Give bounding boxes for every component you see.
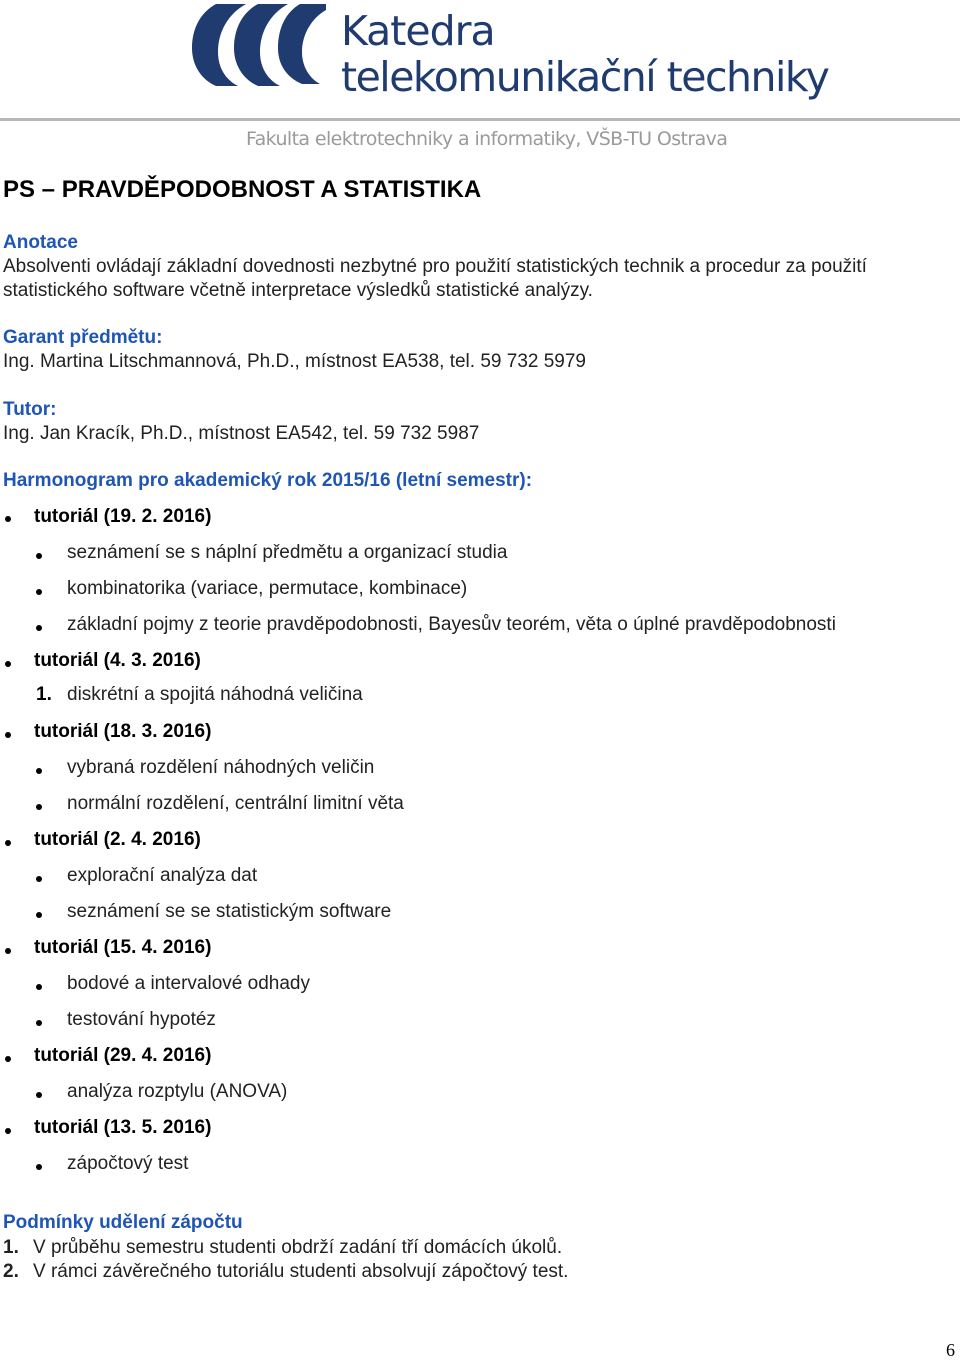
bullet-icon — [36, 768, 42, 774]
tutorial-item: normální rozdělení, centrální limitní věta — [67, 793, 404, 814]
tutorial-label-2: tutoriál (4. 3. 2016) — [34, 650, 201, 671]
tutorial-item: diskrétní a spojitá náhodná veličina — [67, 684, 363, 705]
condition-number-2: 2. — [3, 1261, 19, 1282]
tutorial-item: seznámení se s náplní předmětu a organizací studia — [67, 542, 508, 563]
bullet-icon — [36, 984, 42, 990]
bullet-icon — [5, 1056, 11, 1062]
bullet-icon — [5, 732, 11, 738]
tutorial-item: bodové a intervalové odhady — [67, 973, 310, 994]
page-number: 6 — [946, 1340, 955, 1360]
tutorial-item: vybraná rozdělení náhodných veličin — [67, 757, 375, 778]
condition-text-2: V rámci závěrečného tutoriálu studenti absolvují zápočtový test. — [33, 1261, 569, 1282]
bullet-icon — [36, 876, 42, 882]
tutor-heading: Tutor: — [3, 399, 57, 420]
bullet-icon — [36, 625, 42, 631]
tutorial-item: kombinatorika (variace, permutace, kombinace) — [67, 578, 468, 599]
tutor-text: Ing. Jan Kracík, Ph.D., místnost EA542, tel. 59 732 5987 — [3, 423, 480, 444]
tutorial-item: zápočtový test — [67, 1153, 189, 1174]
tutorial-label-7: tutoriál (13. 5. 2016) — [34, 1117, 212, 1138]
guarantor-text: Ing. Martina Litschmannová, Ph.D., místnost EA538, tel. 59 732 5979 — [3, 351, 586, 372]
bullet-icon — [36, 912, 42, 918]
bullet-icon — [5, 1128, 11, 1134]
faculty-name: Fakulta elektrotechniky a informatiky, VŠB-TU Ostrava — [246, 128, 728, 150]
numbered-marker: 1. — [36, 684, 52, 705]
bullet-icon — [5, 516, 11, 522]
annotation-heading: Anotace — [3, 232, 78, 253]
schedule-heading: Harmonogram pro akademický rok 2015/16 (letní semestr): — [3, 470, 533, 491]
tutorial-label-5: tutoriál (15. 4. 2016) — [34, 937, 212, 958]
conditions-heading: Podmínky udělení zápočtu — [3, 1212, 243, 1233]
tutorial-item: explorační analýza dat — [67, 865, 258, 886]
condition-text-1: V průběhu semestru studenti obdrží zadání tří domácích úkolů. — [33, 1237, 563, 1258]
header-divider — [0, 118, 960, 121]
logo-text-department: telekomunikační techniky — [341, 53, 829, 101]
bullet-icon — [36, 1164, 42, 1170]
department-header — [0, 0, 960, 160]
tutorial-label-4: tutoriál (2. 4. 2016) — [34, 829, 201, 850]
tutorial-item: analýza rozptylu (ANOVA) — [67, 1081, 288, 1102]
annotation-line-1: Absolventi ovládají základní dovednosti nezbytné pro použití statistických technik a procedur za použití — [3, 256, 867, 277]
condition-number-1: 1. — [3, 1237, 19, 1258]
page-title: PS – PRAVDĚPODOBNOST A STATISTIKA — [3, 176, 482, 203]
bullet-icon — [5, 661, 11, 667]
tutorial-item: testování hypotéz — [67, 1009, 216, 1030]
bullet-icon — [36, 589, 42, 595]
tutorial-item: základní pojmy z teorie pravděpodobnosti, Bayesův teorém, věta o úplné pravděpodobnosti — [67, 614, 836, 635]
tutorial-label-6: tutoriál (29. 4. 2016) — [34, 1045, 212, 1066]
bullet-icon — [5, 948, 11, 954]
bullet-icon — [36, 804, 42, 810]
tutorial-label-3: tutoriál (18. 3. 2016) — [34, 721, 212, 742]
tutorial-item: seznámení se se statistickým software — [67, 901, 392, 922]
bullet-icon — [36, 1092, 42, 1098]
bullet-icon — [5, 840, 11, 846]
department-logo-icon — [186, 0, 326, 100]
logo-text-katedra: Katedra — [341, 7, 495, 55]
tutorial-label-1: tutoriál (19. 2. 2016) — [34, 506, 212, 527]
guarantor-heading: Garant předmětu: — [3, 327, 163, 348]
bullet-icon — [36, 553, 42, 559]
annotation-line-2: statistického software včetně interpretace výsledků statistické analýzy. — [3, 280, 593, 301]
bullet-icon — [36, 1020, 42, 1026]
